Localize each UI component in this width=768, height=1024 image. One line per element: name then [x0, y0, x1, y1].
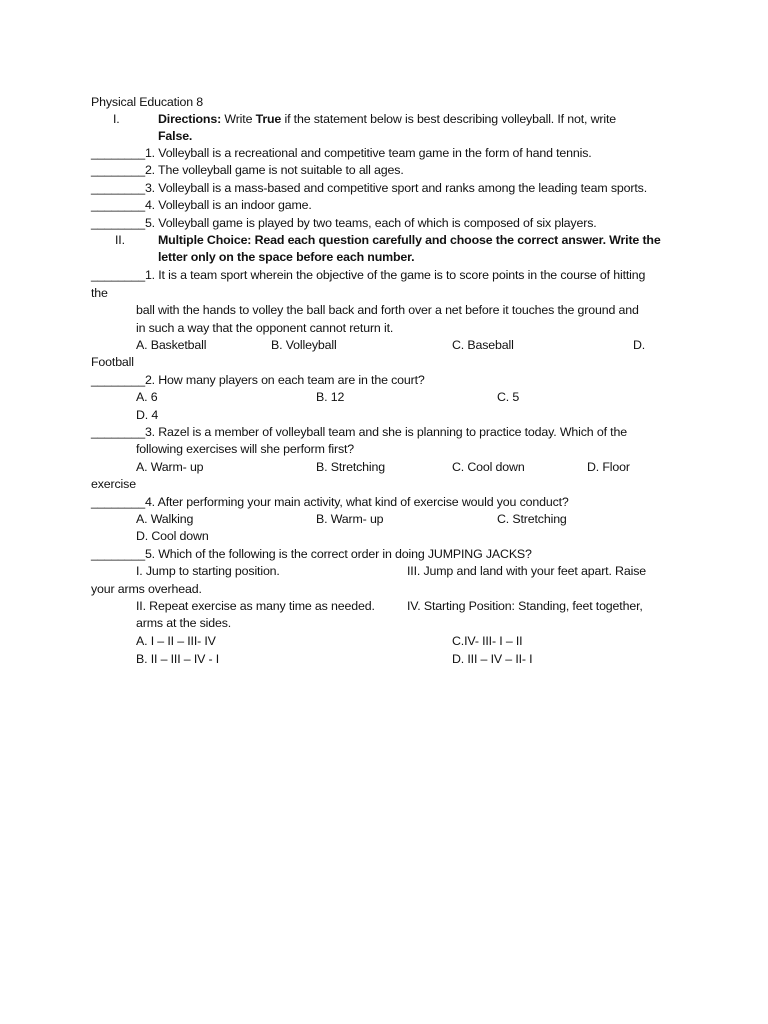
answer-blank: ________	[91, 373, 145, 387]
question-text: 1. It is a team sport wherein the objective of the game is to score points in the course of hitting	[144, 268, 646, 282]
answer-blank: ________	[91, 547, 145, 561]
page-title: Physical Education 8	[91, 95, 204, 109]
tf-item-1	[91, 145, 592, 162]
tf-item-2	[91, 162, 404, 179]
choice-a: A. Basketball	[136, 338, 207, 352]
choice-b: B. Volleyball	[271, 338, 337, 352]
tf-item-text: 5. Volleyball game is played by two teams, each of which is composed of six players.	[144, 216, 597, 230]
directions-true-word: True	[255, 112, 282, 126]
tf-item-4	[91, 197, 312, 214]
step-4: IV. Starting Position: Standing, feet together,	[407, 599, 643, 613]
question-text: 3. Razel is a member of volleyball team and she is planning to practice today. Which of the	[144, 425, 627, 439]
question-text: ball with the hands to volley the ball back and forth over a net before it touches the ground and	[136, 303, 639, 317]
answer-blank: ________	[91, 495, 145, 509]
step-1: I. Jump to starting position.	[136, 564, 280, 578]
directions-text-a: Write	[221, 112, 256, 126]
tf-item-text: 2. The volleyball game is not suitable to all ages.	[144, 163, 404, 177]
question-text: 5. Which of the following is the correct order in doing JUMPING JACKS?	[144, 547, 532, 561]
tf-item-5	[91, 215, 597, 232]
choice-c: C. Baseball	[452, 338, 514, 352]
part1-numeral: I.	[113, 112, 120, 126]
answer-blank: ________	[91, 425, 145, 439]
choice-d: D.	[633, 338, 646, 352]
question-text-wrap: the	[91, 286, 108, 300]
choice-d-wrap: Football	[91, 355, 134, 369]
choice-b: B. 12	[316, 390, 345, 404]
choice-c: C. Cool down	[452, 460, 525, 474]
mc-question-2	[91, 372, 425, 389]
choice-b: B. II – III – IV - I	[136, 652, 220, 666]
tf-item-3	[91, 180, 647, 197]
step-4-wrap: arms at the sides.	[136, 616, 232, 630]
tf-item-text: 3. Volleyball is a mass-based and competitive sport and ranks among the leading team sports.	[144, 181, 648, 195]
answer-blank: ________	[91, 198, 145, 212]
choice-d: D. 4	[136, 408, 159, 422]
part2-numeral: II.	[115, 233, 125, 247]
directions-text-b: if the statement below is best describing volleyball. If not, write	[281, 112, 617, 126]
answer-blank: ________	[91, 268, 145, 282]
question-text: in such a way that the opponent cannot return it.	[136, 321, 394, 335]
answer-blank: ________	[91, 146, 145, 160]
choice-b: B. Stretching	[316, 460, 385, 474]
choice-c: C. Stretching	[497, 512, 567, 526]
choice-a: A. Warm- up	[136, 460, 204, 474]
part2-directions-line2: letter only on the space before each number.	[158, 250, 415, 264]
choice-a: A. Walking	[136, 512, 194, 526]
step-2: II. Repeat exercise as many time as needed.	[136, 599, 375, 613]
choice-d: D. Floor	[587, 460, 630, 474]
choice-a: A. 6	[136, 390, 158, 404]
directions-false-word: False.	[158, 129, 193, 143]
choice-c: C. 5	[497, 390, 520, 404]
answer-blank: ________	[91, 216, 145, 230]
choice-a: A. I – II – III- IV	[136, 634, 216, 648]
mc-question-4	[91, 494, 569, 511]
choice-b: B. Warm- up	[316, 512, 384, 526]
choice-c: C.IV- III- I – II	[452, 634, 523, 648]
question-text: following exercises will she perform first?	[136, 442, 355, 456]
question-text: 4. After performing your main activity, what kind of exercise would you conduct?	[144, 495, 569, 509]
part1-directions	[158, 111, 616, 128]
mc-question-3	[91, 424, 627, 441]
tf-item-text: 1. Volleyball is a recreational and competitive team game in the form of hand tennis.	[144, 146, 592, 160]
answer-blank: ________	[91, 163, 145, 177]
step-3: III. Jump and land with your feet apart. Raise	[407, 564, 646, 578]
step-3-wrap: your arms overhead.	[91, 582, 202, 596]
answer-blank: ________	[91, 181, 145, 195]
directions-label: Directions:	[158, 112, 222, 126]
mc-question-1	[91, 267, 645, 284]
choice-d: D. Cool down	[136, 529, 209, 543]
choice-d: D. III – IV – II- I	[452, 652, 533, 666]
choice-d-wrap: exercise	[91, 477, 136, 491]
question-text: 2. How many players on each team are in the court?	[144, 373, 425, 387]
part2-directions-line1: Multiple Choice: Read each question carefully and choose the correct answer. Write the	[158, 233, 661, 247]
tf-item-text: 4. Volleyball is an indoor game.	[144, 198, 312, 212]
mc-question-5	[91, 546, 532, 563]
